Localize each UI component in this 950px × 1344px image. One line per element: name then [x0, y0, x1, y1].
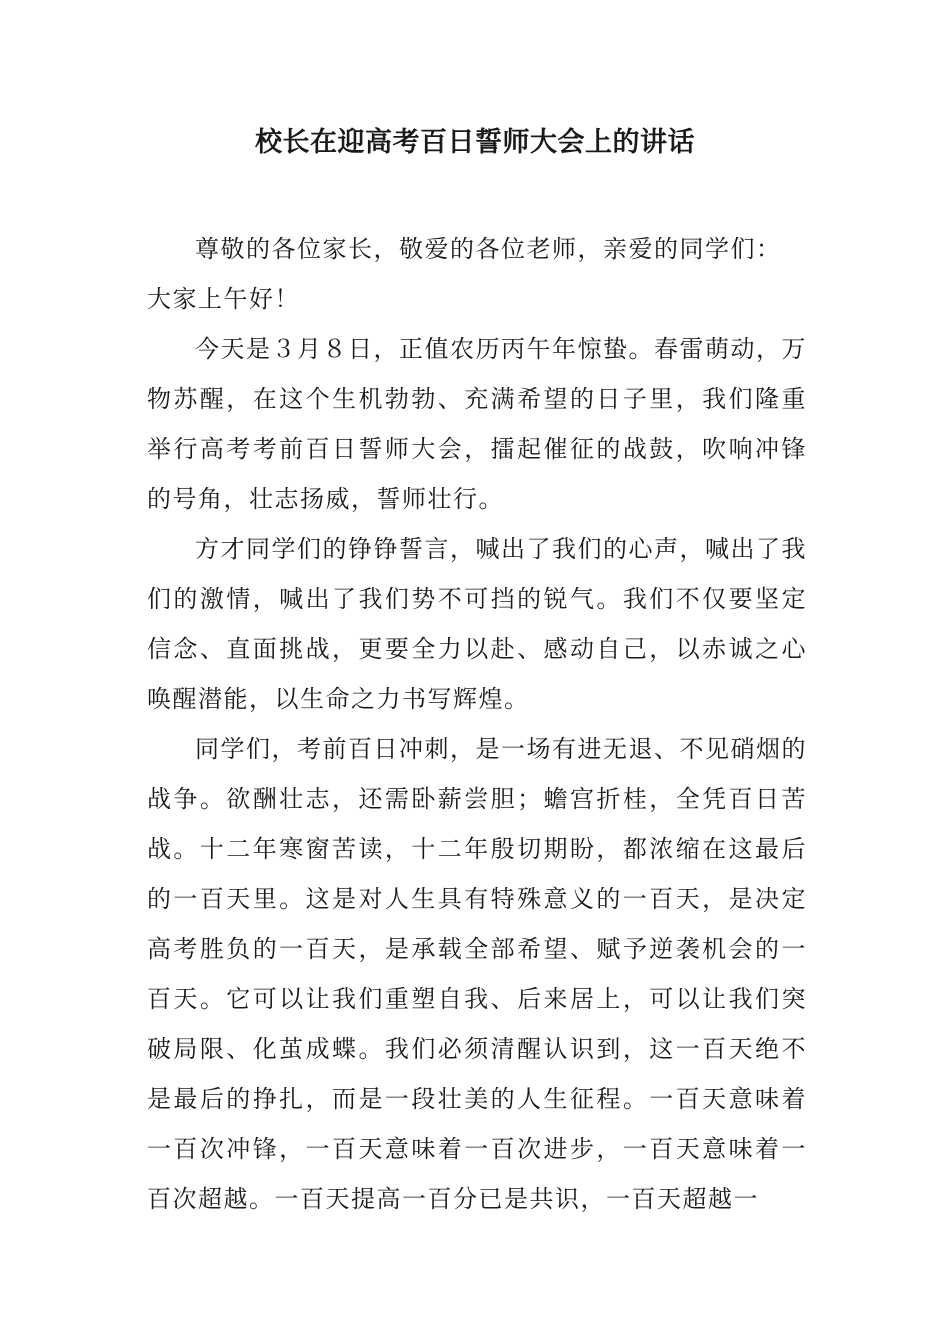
paragraph-salutation: 大家上午好！: [147, 285, 300, 313]
document-body: [147, 224, 807, 1224]
document-title: 校长在迎高考百日誓师大会上的讲话: [255, 127, 695, 158]
paragraph-opening: 今天是３月８日，正值农历丙午年惊蛰。春雷萌动，万物苏醒，在这个生机勃勃、充满希望的日子里，我们隆重举行高考考前百日誓师大会，擂起催征的战鼓，吹响冲锋的号角，壮志扬威，誓师壮行。: [147, 335, 807, 513]
paragraph-sprint: 同学们，考前百日冲刺，是一场有进无退、不见硝烟的战争。欲酬壮志，还需卧薪尝胆；蟾宫折桂，全凭百日苦战。十二年寒窗苦读，十二年殷切期盼，都浓缩在这最后的一百天里。这是对人生具有特殊意义的一百天，是决定高考胜负的一百天，是承载全部希望、赋予逆袭机会的一百天。它可以让我们重塑自我、后来居上，可以让我们突破局限、化茧成蝶。我们必须清醒认识到，这一百天绝不是最后的挣扎，而是一段壮美的人生征程。一百天意味着一百次冲锋，一百天意味着一百次进步，一百天意味着一百次超越。一百天提高一百分已是共识，一百天超越一: [147, 735, 807, 1213]
paragraph-greeting: 尊敬的各位家长，敬爱的各位老师，亲爱的同学们：: [195, 235, 782, 263]
paragraph-oath: 方才同学们的铮铮誓言，喊出了我们的心声，喊出了我们的激情，喊出了我们势不可挡的锐气。我们不仅要坚定信念、直面挑战，更要全力以赴、感动自己，以赤诚之心唤醒潜能，以生命之力书写辉煌。: [147, 535, 807, 713]
